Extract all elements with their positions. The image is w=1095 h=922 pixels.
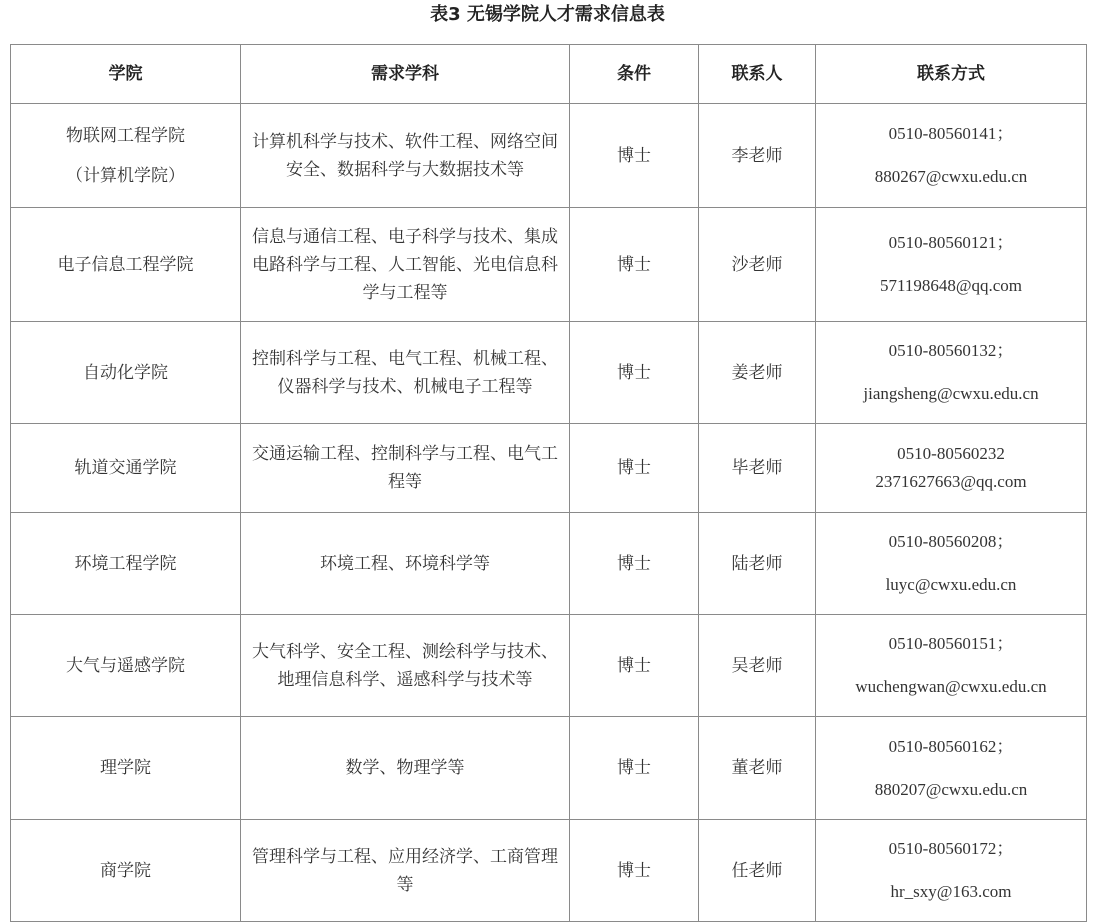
contact-email[interactable]: hr_sxy@163.com — [890, 882, 1012, 901]
cell-college — [11, 424, 241, 513]
contact-email[interactable]: 571198648@qq.com — [879, 276, 1023, 295]
cell-college — [11, 322, 241, 424]
table-row — [11, 208, 1087, 322]
cell-subjects: 管理科学与工程、应用经济学、工商管理等 — [241, 820, 570, 922]
contact-email[interactable]: 2371627663@qq.com — [875, 472, 1027, 491]
contact-phone: 0510-80560121； — [888, 233, 1014, 252]
table-row — [11, 104, 1087, 208]
cell-contact-person: 李老师 — [699, 104, 816, 208]
college-name: 大气与遥感学院 — [66, 655, 185, 676]
college-name: 轨道交通学院 — [74, 458, 177, 478]
contact-phone: 0510-80560162； — [888, 736, 1014, 756]
table-row — [11, 513, 1087, 615]
cell-contact-person: 陆老师 — [699, 513, 816, 615]
cell-contact-info — [816, 208, 1087, 322]
contact-email[interactable]: jiangsheng@cwxu.edu.cn — [863, 384, 1039, 403]
cell-subjects: 信息与通信工程、电子科学与技术、集成电路科学与工程、人工智能、光电信息科学与工程等 — [241, 208, 570, 322]
header-contact-person: 联系人 — [699, 45, 816, 104]
cell-contact-info — [816, 322, 1087, 424]
cell-college — [11, 717, 241, 820]
cell-contact-info — [816, 820, 1087, 922]
college-name: 电子信息工程学院 — [57, 254, 194, 275]
contact-phone: 0510-80560151； — [888, 634, 1014, 653]
table-row — [11, 424, 1087, 513]
cell-college — [11, 104, 241, 208]
table-title: 表3 无锡学院人才需求信息表 — [430, 4, 665, 25]
header-condition: 条件 — [570, 45, 699, 104]
cell-contact-person: 董老师 — [699, 717, 816, 820]
cell-contact-person: 吴老师 — [699, 615, 816, 717]
contact-phone: 0510-80560172； — [888, 839, 1014, 858]
talent-demand-table — [10, 44, 1087, 922]
contact-email[interactable]: 880207@cwxu.edu.cn — [874, 779, 1028, 799]
college-name: 商学院 — [100, 860, 151, 881]
college-name: 理学院 — [100, 758, 151, 778]
cell-condition: 博士 — [570, 615, 699, 717]
cell-contact-person: 沙老师 — [699, 208, 816, 322]
cell-contact-person: 毕老师 — [699, 424, 816, 513]
cell-college — [11, 820, 241, 922]
cell-subjects: 大气科学、安全工程、测绘科学与技术、地理信息科学、遥感科学与技术等 — [241, 615, 570, 717]
cell-contact-info — [816, 615, 1087, 717]
cell-subjects: 环境工程、环境科学等 — [241, 513, 570, 615]
contact-phone: 0510-80560232 — [897, 444, 1005, 463]
contact-phone: 0510-80560208； — [888, 532, 1014, 551]
contact-phone: 0510-80560141； — [888, 124, 1014, 143]
cell-condition: 博士 — [570, 820, 699, 922]
cell-subjects: 计算机科学与技术、软件工程、网络空间安全、数据科学与大数据技术等 — [241, 104, 570, 208]
cell-contact-info — [816, 424, 1087, 513]
cell-subjects: 交通运输工程、控制科学与工程、电气工程等 — [241, 424, 570, 513]
cell-college — [11, 615, 241, 717]
cell-condition: 博士 — [570, 322, 699, 424]
table-header-row — [11, 45, 1087, 104]
contact-phone: 0510-80560132； — [888, 341, 1014, 360]
cell-subjects: 控制科学与工程、电气工程、机械工程、仪器科学与技术、机械电子工程等 — [241, 322, 570, 424]
college-alias: （计算机学院） — [66, 165, 185, 186]
cell-college — [11, 208, 241, 322]
table-row — [11, 322, 1087, 424]
table-row — [11, 820, 1087, 922]
cell-subjects: 数学、物理学等 — [241, 717, 570, 820]
cell-contact-info — [816, 513, 1087, 615]
cell-condition: 博士 — [570, 208, 699, 322]
cell-contact-person: 姜老师 — [699, 322, 816, 424]
college-name: 环境工程学院 — [74, 553, 177, 574]
college-name: 物联网工程学院 — [66, 125, 185, 146]
cell-condition: 博士 — [570, 717, 699, 820]
table-row — [11, 717, 1087, 820]
header-college: 学院 — [11, 45, 241, 104]
cell-college — [11, 513, 241, 615]
header-contact-info: 联系方式 — [816, 45, 1087, 104]
cell-condition: 博士 — [570, 513, 699, 615]
header-subjects: 需求学科 — [241, 45, 570, 104]
table-row — [11, 615, 1087, 717]
contact-email[interactable]: 880267@cwxu.edu.cn — [874, 167, 1028, 186]
cell-contact-info — [816, 104, 1087, 208]
cell-condition: 博士 — [570, 104, 699, 208]
cell-contact-person: 任老师 — [699, 820, 816, 922]
college-name: 自动化学院 — [83, 362, 168, 383]
cell-condition: 博士 — [570, 424, 699, 513]
cell-contact-info — [816, 717, 1087, 820]
contact-email[interactable]: wuchengwan@cwxu.edu.cn — [855, 677, 1047, 696]
contact-email[interactable]: luyc@cwxu.edu.cn — [885, 575, 1017, 594]
